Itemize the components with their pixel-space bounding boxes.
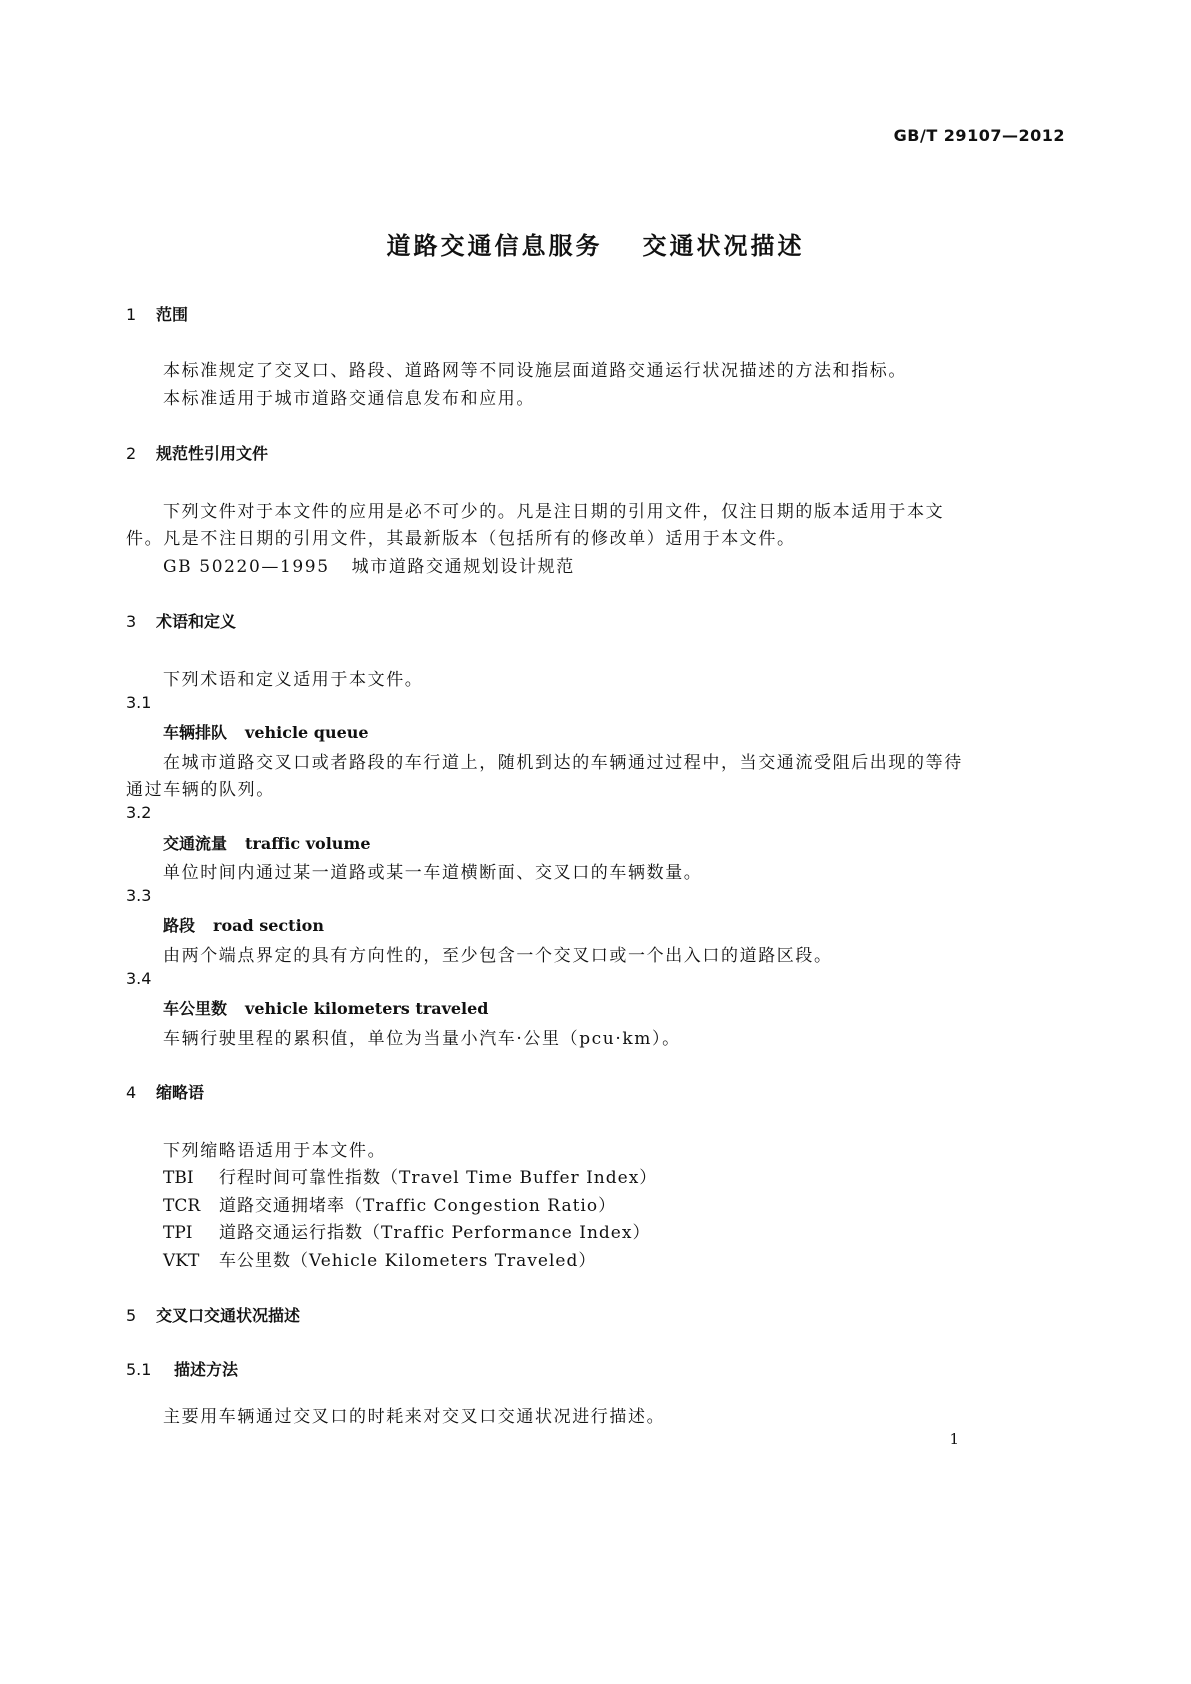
term-english: vehicle queue <box>245 723 369 742</box>
section-1-heading <box>126 302 188 325</box>
term-chinese: 车公里数 <box>163 999 228 1018</box>
section-2-paragraph-line-1: 下列文件对于本文件的应用是必不可少的。凡是注日期的引用文件，仅注日期的版本适用于本文 <box>163 502 945 522</box>
section-3-heading <box>126 609 236 632</box>
section-1-paragraph-2: 本标准适用于城市道路交通信息发布和应用。 <box>163 389 535 409</box>
section-5-heading <box>126 1303 300 1326</box>
term-definition-continued: 通过车辆的队列。 <box>126 780 275 800</box>
reference-code: GB 50220—1995 <box>163 557 330 577</box>
term-number: 3.3 <box>126 886 152 905</box>
normative-reference <box>163 552 575 577</box>
section-5-title: 交叉口交通状况描述 <box>156 1306 301 1325</box>
section-1-title: 范围 <box>156 305 189 324</box>
term-definition: 车辆行驶里程的累积值，单位为当量小汽车·公里（pcu·km）。 <box>163 1029 681 1049</box>
abbreviation-description: 道路交通运行指数（Traffic Performance Index） <box>219 1223 651 1243</box>
term-chinese: 车辆排队 <box>163 723 228 742</box>
term-chinese: 交通流量 <box>163 834 228 853</box>
section-2-title: 规范性引用文件 <box>156 444 269 463</box>
section-3-title: 术语和定义 <box>156 612 237 631</box>
section-1-number: 1 <box>126 305 137 324</box>
abbreviation-code: TBI <box>163 1168 194 1188</box>
term-number: 3.1 <box>126 693 152 712</box>
term-number: 3.2 <box>126 803 152 822</box>
abbreviation-item <box>163 1163 657 1188</box>
subsection-5-1-title: 描述方法 <box>174 1360 239 1379</box>
section-5-number: 5 <box>126 1306 137 1325</box>
term-english: traffic volume <box>245 834 371 853</box>
term-definition: 在城市道路交叉口或者路段的车行道上，随机到达的车辆通过过程中，当交通流受阻后出现的等待 <box>163 753 963 773</box>
section-3-intro: 下列术语和定义适用于本文件。 <box>163 670 424 690</box>
subsection-5-1-heading <box>126 1357 238 1380</box>
subsection-5-1-number: 5.1 <box>126 1360 152 1379</box>
term-definition: 由两个端点界定的具有方向性的，至少包含一个交叉口或一个出入口的道路区段。 <box>163 946 833 966</box>
abbreviation-code: VKT <box>163 1251 200 1271</box>
section-2-paragraph-line-2: 件。凡是不注日期的引用文件，其最新版本（包括所有的修改单）适用于本文件。 <box>126 529 796 549</box>
term-english: road section <box>213 916 324 935</box>
term-definition: 单位时间内通过某一道路或某一车道横断面、交叉口的车辆数量。 <box>163 863 703 883</box>
abbreviation-description: 道路交通拥堵率（Traffic Congestion Ratio） <box>219 1196 617 1216</box>
reference-title: 城市道路交通规划设计规范 <box>351 557 575 577</box>
abbreviation-code: TPI <box>163 1223 193 1243</box>
section-2-number: 2 <box>126 444 137 463</box>
term-number: 3.4 <box>126 969 152 988</box>
term-heading <box>163 913 324 936</box>
section-4-title: 缩略语 <box>156 1083 205 1102</box>
term-heading <box>163 831 371 854</box>
title-part-2: 交通状况描述 <box>642 232 805 260</box>
section-4-number: 4 <box>126 1083 137 1102</box>
section-3-number: 3 <box>126 612 137 631</box>
term-english: vehicle kilometers traveled <box>245 999 489 1018</box>
page-number: 1 <box>949 1430 959 1448</box>
abbreviation-description: 车公里数（Vehicle Kilometers Traveled） <box>219 1251 597 1271</box>
section-4-intro: 下列缩略语适用于本文件。 <box>163 1141 387 1161</box>
subsection-5-1-paragraph: 主要用车辆通过交叉口的时耗来对交叉口交通状况进行描述。 <box>163 1407 666 1427</box>
abbreviation-code: TCR <box>163 1196 201 1216</box>
section-1-paragraph-1: 本标准规定了交叉口、路段、道路网等不同设施层面道路交通运行状况描述的方法和指标。 <box>163 361 907 381</box>
abbreviation-item <box>163 1218 650 1243</box>
term-heading <box>163 996 488 1019</box>
section-2-heading <box>126 441 268 464</box>
abbreviation-item <box>163 1246 596 1271</box>
abbreviation-description: 行程时间可靠性指数（Travel Time Buffer Index） <box>219 1168 658 1188</box>
term-chinese: 路段 <box>163 916 196 935</box>
abbreviation-item <box>163 1191 616 1216</box>
standard-code: GB/T 29107—2012 <box>893 126 1065 145</box>
term-heading <box>163 720 369 743</box>
document-title <box>0 226 1191 261</box>
title-part-1: 道路交通信息服务 <box>386 232 603 260</box>
section-4-heading <box>126 1080 204 1103</box>
